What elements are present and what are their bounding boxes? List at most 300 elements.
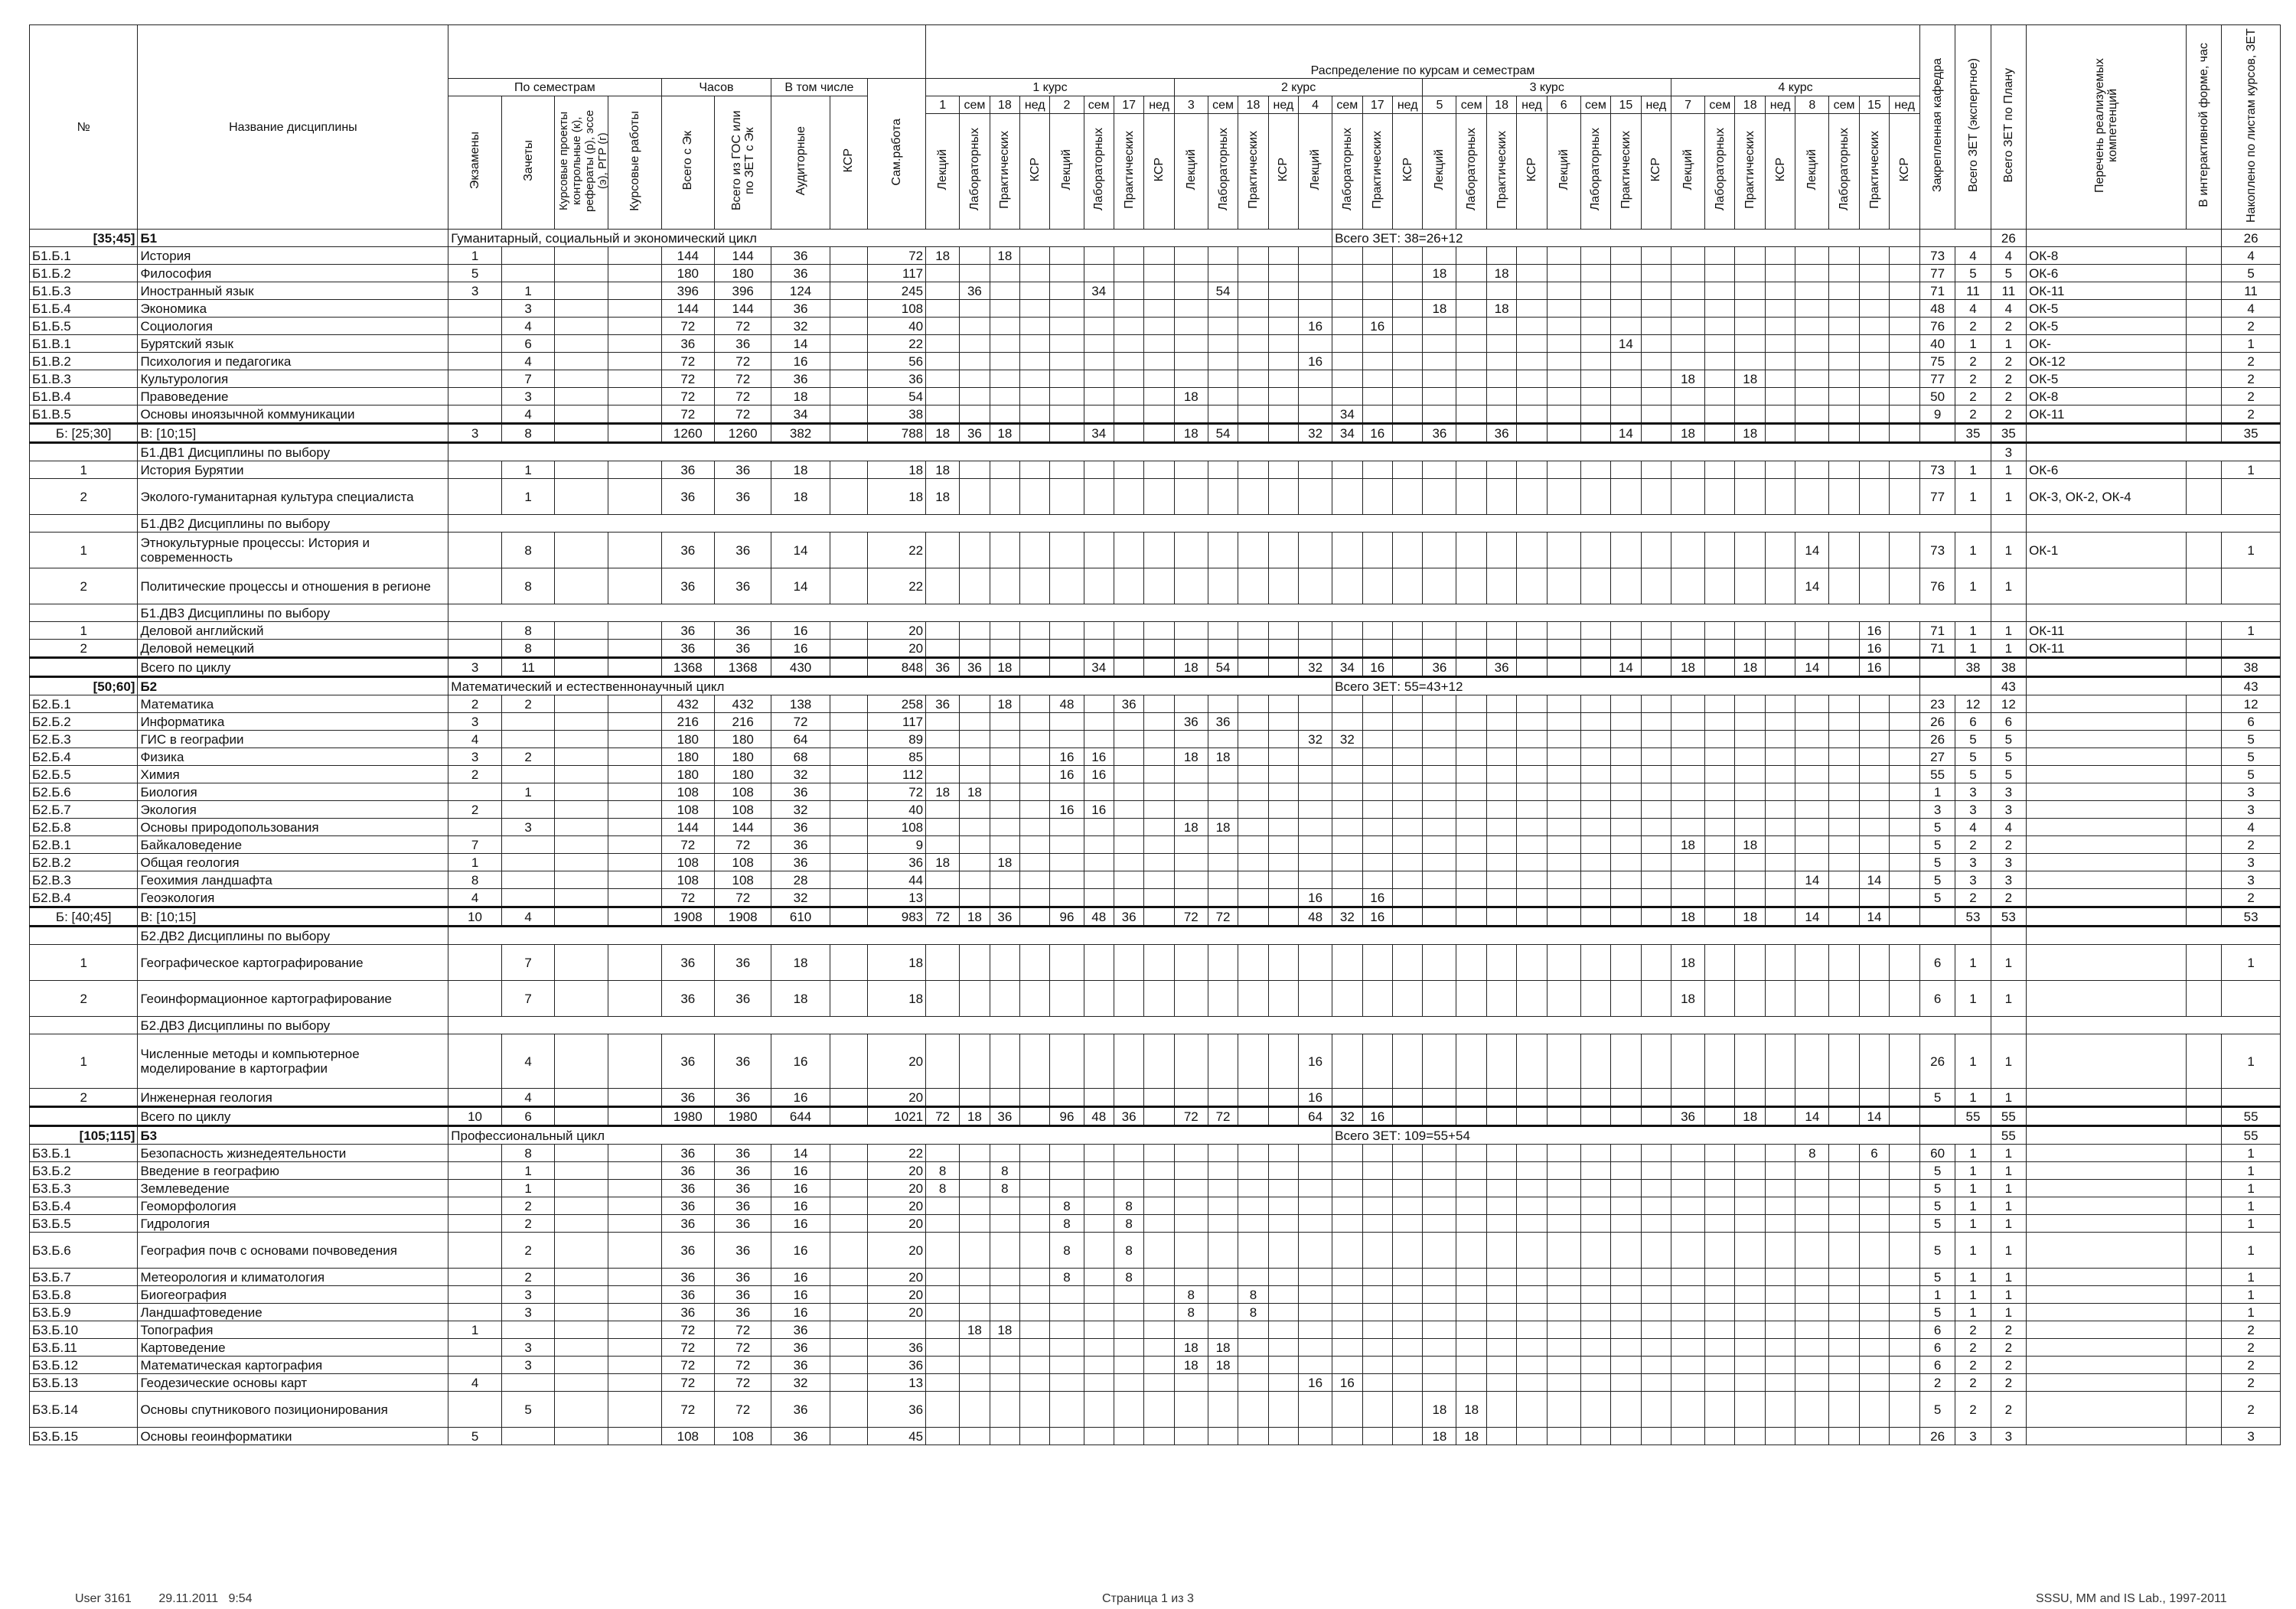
value-cell [1144, 479, 1174, 515]
value-cell: 18 [771, 981, 830, 1017]
discipline-code: Б2.Б.1 [30, 695, 138, 713]
discipline-code: 1 [30, 945, 138, 981]
value-cell [1641, 461, 1671, 479]
value-cell [1735, 1269, 1765, 1286]
value-cell [2186, 713, 2221, 731]
value-cell [1735, 1215, 1765, 1233]
header-competencies-label: Перечень реализуемых компетенций [2092, 57, 2119, 193]
value-cell: 18 [990, 247, 1019, 265]
value-cell [1611, 1321, 1641, 1339]
value-cell [1050, 479, 1084, 515]
table-row [30, 1269, 2281, 1286]
value-cell [1423, 247, 1456, 265]
value-cell [1144, 1233, 1174, 1269]
value-cell [1859, 424, 1889, 443]
value-cell: 2 [501, 1233, 555, 1269]
value-cell [1114, 1162, 1143, 1180]
value-cell [1486, 1269, 1516, 1286]
value-cell: 55 [1919, 766, 1955, 783]
value-cell: 14 [1795, 658, 1829, 677]
value-cell [1705, 1145, 1735, 1162]
header-name: Название дисциплины [138, 25, 448, 230]
value-cell [1423, 1233, 1456, 1269]
value-cell: 36 [990, 1107, 1019, 1126]
value-cell [1392, 1392, 1422, 1428]
value-cell [1486, 622, 1516, 640]
value-cell [1859, 981, 1889, 1017]
value-cell [2186, 1339, 2221, 1357]
table-row [30, 1233, 2281, 1269]
value-cell [1392, 282, 1422, 300]
value-cell [1517, 1269, 1547, 1286]
value-cell [1299, 1233, 1332, 1269]
value-cell [830, 640, 867, 658]
value-cell [1299, 568, 1332, 604]
value-cell: 180 [715, 265, 771, 282]
table-row [30, 801, 2281, 819]
value-cell [1795, 1339, 1829, 1357]
value-cell [1890, 1374, 1920, 1392]
discipline-name: Химия [138, 766, 448, 783]
value-cell [1517, 388, 1547, 406]
value-cell: 16 [771, 1197, 830, 1215]
value-cell: 36 [771, 819, 830, 836]
value-cell: 34 [1084, 282, 1114, 300]
discipline-code: 2 [30, 981, 138, 1017]
value-cell [1547, 1233, 1580, 1269]
value-cell [1705, 695, 1735, 713]
value-cell [1362, 533, 1392, 568]
competency-list: ОК-11 [2027, 406, 2187, 424]
value-cell [1020, 533, 1050, 568]
value-cell [1084, 533, 1114, 568]
value-cell: 20 [867, 1269, 926, 1286]
value-cell: 7 [448, 836, 502, 854]
value-cell: 36 [1486, 424, 1516, 443]
value-cell [2186, 1286, 2221, 1304]
value-cell [1114, 945, 1143, 981]
value-cell: 32 [771, 1374, 830, 1392]
value-cell [1144, 945, 1174, 981]
value-cell [926, 640, 960, 658]
value-cell [830, 889, 867, 907]
value-cell [1890, 1180, 1920, 1197]
value-cell [960, 479, 990, 515]
value-cell [1486, 731, 1516, 748]
value-cell [1671, 1180, 1705, 1197]
value-cell [830, 1180, 867, 1197]
value-cell [1174, 353, 1208, 370]
value-cell [1268, 1089, 1298, 1107]
elective-plan [1991, 515, 2026, 533]
value-cell [1829, 622, 1859, 640]
value-cell [1890, 1428, 1920, 1445]
value-cell [1829, 1215, 1859, 1233]
value-cell [1238, 1233, 1268, 1269]
value-cell [1486, 871, 1516, 889]
value-cell [1050, 871, 1084, 889]
value-cell: 1 [2222, 622, 2281, 640]
discipline-name: Ландшафтоведение [138, 1304, 448, 1321]
value-cell [990, 1089, 1019, 1107]
value-cell [1859, 695, 1889, 713]
value-cell: 16 [771, 640, 830, 658]
value-cell: 4 [2222, 247, 2281, 265]
value-cell [555, 1145, 608, 1162]
value-cell [1735, 871, 1765, 889]
table-row [30, 1357, 2281, 1374]
value-cell [830, 854, 867, 871]
value-cell [555, 406, 608, 424]
value-cell [1547, 766, 1580, 783]
value-cell [1735, 854, 1765, 871]
value-cell [1611, 1162, 1641, 1180]
value-cell [1859, 1215, 1889, 1233]
value-cell: 38 [867, 406, 926, 424]
value-cell [1547, 801, 1580, 819]
value-cell [501, 1428, 555, 1445]
value-cell [1547, 1392, 1580, 1428]
value-cell [1299, 335, 1332, 353]
discipline-name: Метеорология и климатология [138, 1269, 448, 1286]
value-cell: 26 [1919, 713, 1955, 731]
value-cell [1144, 1145, 1174, 1162]
competency-list: ОК-5 [2027, 318, 2187, 335]
discipline-code: Б3.Б.2 [30, 1162, 138, 1180]
value-cell [1144, 801, 1174, 819]
header-ksr-sem [1765, 114, 1795, 230]
value-cell: 16 [1084, 766, 1114, 783]
value-cell [1517, 871, 1547, 889]
value-cell [1547, 265, 1580, 282]
value-cell [1580, 1428, 1610, 1445]
value-cell [1456, 1197, 1486, 1215]
value-cell [1299, 783, 1332, 801]
value-cell [1456, 353, 1486, 370]
value-cell [830, 1392, 867, 1428]
value-cell [1332, 1286, 1362, 1304]
value-cell [926, 766, 960, 783]
value-cell [1890, 1357, 1920, 1374]
value-cell [1517, 658, 1547, 677]
value-cell [1580, 1197, 1610, 1215]
value-cell: 18 [1671, 907, 1705, 927]
value-cell: 77 [1919, 370, 1955, 388]
value-cell [1114, 1180, 1143, 1197]
empty-cell [448, 604, 1991, 622]
value-cell [608, 388, 661, 406]
value-cell: 5 [2222, 766, 2281, 783]
value-cell [1299, 1197, 1332, 1215]
discipline-name: Эколого-гуманитарная культура специалиста [138, 479, 448, 515]
value-cell [1829, 854, 1859, 871]
value-cell: 72 [715, 1339, 771, 1357]
value-cell [1114, 1357, 1143, 1374]
value-cell: 36 [771, 1339, 830, 1357]
discipline-name: Всего по циклу [138, 1107, 448, 1126]
value-cell [608, 889, 661, 907]
value-cell [1829, 282, 1859, 300]
value-cell [555, 282, 608, 300]
value-cell: 3 [448, 424, 502, 443]
value-cell: 8 [1114, 1269, 1143, 1286]
value-cell [1829, 801, 1859, 819]
value-cell: 2 [448, 766, 502, 783]
table-row [30, 945, 2281, 981]
value-cell [1299, 801, 1332, 819]
value-cell [1486, 479, 1516, 515]
value-cell [555, 1233, 608, 1269]
value-cell [1829, 1269, 1859, 1286]
value-cell [1050, 335, 1084, 353]
value-cell [1268, 335, 1298, 353]
discipline-name: Землеведение [138, 1180, 448, 1197]
value-cell [2186, 1215, 2221, 1233]
value-cell: 16 [1299, 1374, 1332, 1392]
value-cell [1114, 424, 1143, 443]
value-cell: 18 [960, 783, 990, 801]
value-cell: 1908 [715, 907, 771, 927]
value-cell [926, 889, 960, 907]
value-cell [1423, 1107, 1456, 1126]
value-cell [1486, 819, 1516, 836]
discipline-code: Б3.Б.5 [30, 1215, 138, 1233]
value-cell [926, 871, 960, 889]
value-cell [1671, 533, 1705, 568]
header-lectures-label: Лекций [1184, 148, 1198, 191]
empty-cell [1919, 677, 1991, 695]
value-cell [1486, 889, 1516, 907]
value-cell [1705, 1321, 1735, 1339]
value-cell [1735, 622, 1765, 640]
value-cell [1547, 640, 1580, 658]
discipline-name: Биогеография [138, 1286, 448, 1304]
value-cell [1238, 889, 1268, 907]
value-cell: 36 [771, 1357, 830, 1374]
value-cell: 3 [1991, 801, 2026, 819]
value-cell [2186, 1357, 2221, 1374]
value-cell [1050, 783, 1084, 801]
value-cell [1392, 1034, 1422, 1089]
competency-list [2027, 819, 2187, 836]
value-cell: 36 [715, 1197, 771, 1215]
value-cell [926, 353, 960, 370]
discipline-code: Б2.В.1 [30, 836, 138, 854]
value-cell [1547, 622, 1580, 640]
value-cell [990, 836, 1019, 854]
value-cell [1144, 1180, 1174, 1197]
value-cell: 36 [1423, 424, 1456, 443]
value-cell: 32 [771, 801, 830, 819]
value-cell: 2 [2222, 1392, 2281, 1428]
value-cell [1332, 282, 1362, 300]
value-cell [960, 247, 990, 265]
value-cell: 610 [771, 907, 830, 927]
value-cell: 3 [1955, 801, 1991, 819]
value-cell: 4 [501, 406, 555, 424]
competency-list: ОК-6 [2027, 461, 2187, 479]
value-cell [1423, 1089, 1456, 1107]
value-cell [1547, 1180, 1580, 1197]
header-labs-label: Лабораторных [1465, 128, 1479, 211]
table-row [30, 461, 2281, 479]
value-cell: 36 [661, 1180, 715, 1197]
value-cell: 18 [990, 1321, 1019, 1339]
value-cell [1859, 1357, 1889, 1374]
value-cell: 34 [1332, 406, 1362, 424]
value-cell [1765, 1321, 1795, 1339]
value-cell [1765, 854, 1795, 871]
section-code: Б2 [138, 677, 448, 695]
header-ksr-sem [1890, 114, 1920, 230]
value-cell [1486, 568, 1516, 604]
value-cell [1174, 695, 1208, 713]
header-accumulated-label: Накоплено по листам курсов, ЗЕТ [2244, 28, 2258, 223]
value-cell: 32 [1332, 1107, 1362, 1126]
value-cell: 5 [1955, 265, 1991, 282]
header-labs-label: Лабораторных [1713, 128, 1727, 211]
value-cell: 72 [661, 1374, 715, 1392]
value-cell: 1 [1991, 1286, 2026, 1304]
value-cell: 2 [1991, 1374, 2026, 1392]
header-coursework [608, 96, 661, 230]
value-cell: 72 [661, 370, 715, 388]
value-cell [1795, 783, 1829, 801]
value-cell [448, 1162, 502, 1180]
discipline-code: Б3.Б.13 [30, 1374, 138, 1392]
value-cell: 72 [715, 406, 771, 424]
value-cell [555, 353, 608, 370]
competency-list [2027, 945, 2187, 981]
value-cell [1084, 1162, 1114, 1180]
value-cell [1765, 1034, 1795, 1089]
value-cell: 2 [1955, 1321, 1991, 1339]
value-cell [1268, 388, 1298, 406]
value-cell: 16 [771, 1162, 830, 1180]
value-cell [1084, 568, 1114, 604]
value-cell [1890, 907, 1920, 927]
empty-cell [30, 927, 138, 945]
value-cell: 216 [715, 713, 771, 731]
value-cell [1735, 945, 1765, 981]
value-cell [1208, 889, 1238, 907]
value-cell [1423, 1321, 1456, 1339]
value-cell [2186, 282, 2221, 300]
value-cell [1859, 282, 1889, 300]
value-cell: 1 [2222, 461, 2281, 479]
value-cell [1392, 981, 1422, 1017]
value-cell [1174, 622, 1208, 640]
value-cell [1547, 1089, 1580, 1107]
value-cell [608, 1145, 661, 1162]
value-cell [1299, 1145, 1332, 1162]
value-cell: 4 [448, 889, 502, 907]
value-cell [1392, 370, 1422, 388]
value-cell [1641, 353, 1671, 370]
value-cell [1332, 622, 1362, 640]
value-cell [990, 265, 1019, 282]
discipline-name: Геоинформационное картографирование [138, 981, 448, 1017]
header-credits [501, 96, 555, 230]
value-cell [830, 731, 867, 748]
value-cell [830, 247, 867, 265]
value-cell [555, 1197, 608, 1215]
value-cell: 36 [715, 479, 771, 515]
value-cell: 20 [867, 1215, 926, 1233]
value-cell: 18 [1735, 836, 1765, 854]
value-cell: 396 [715, 282, 771, 300]
value-cell [1671, 1392, 1705, 1428]
value-cell [1765, 695, 1795, 713]
value-cell: 16 [771, 1269, 830, 1286]
value-cell [1580, 1162, 1610, 1180]
value-cell [1580, 533, 1610, 568]
value-cell [1299, 945, 1332, 981]
table-row [30, 766, 2281, 783]
value-cell [1890, 1162, 1920, 1180]
value-cell [608, 907, 661, 927]
header-sem-word: сем [1208, 96, 1238, 114]
table-row [30, 658, 2281, 677]
value-cell: 18 [1671, 981, 1705, 1017]
discipline-name: Информатика [138, 713, 448, 731]
value-cell [1735, 265, 1765, 282]
value-cell [1392, 1197, 1422, 1215]
value-cell: 8 [1050, 1233, 1084, 1269]
value-cell [1829, 1162, 1859, 1180]
value-cell: 1 [1955, 533, 1991, 568]
footer-page-number: Страница 1 из 3 [1102, 1592, 1194, 1605]
value-cell [1332, 748, 1362, 766]
value-cell [608, 1180, 661, 1197]
value-cell [1671, 1089, 1705, 1107]
value-cell [1114, 748, 1143, 766]
value-cell [960, 1392, 990, 1428]
discipline-name: География почв с основами почвоведения [138, 1233, 448, 1269]
value-cell [1611, 1089, 1641, 1107]
value-cell: 382 [771, 424, 830, 443]
value-cell [1268, 318, 1298, 335]
value-cell: 2 [1991, 889, 2026, 907]
value-cell: 85 [867, 748, 926, 766]
value-cell [1238, 568, 1268, 604]
section-accumulated: 43 [2222, 677, 2281, 695]
value-cell [2186, 388, 2221, 406]
value-cell: 18 [1456, 1392, 1486, 1428]
table-row [30, 1034, 2281, 1089]
value-cell [960, 801, 990, 819]
value-cell [1020, 854, 1050, 871]
value-cell [1765, 889, 1795, 907]
table-row [30, 819, 2281, 836]
value-cell: 108 [661, 854, 715, 871]
value-cell [448, 406, 502, 424]
value-cell: 36 [771, 783, 830, 801]
value-cell: 18 [1735, 907, 1765, 927]
value-cell [1705, 731, 1735, 748]
value-cell [1362, 247, 1392, 265]
value-cell [1890, 945, 1920, 981]
value-cell: 2 [2222, 388, 2281, 406]
value-cell [1580, 731, 1610, 748]
value-cell: 36 [715, 945, 771, 981]
value-cell [1392, 1145, 1422, 1162]
value-cell [990, 871, 1019, 889]
value-cell [1392, 819, 1422, 836]
value-cell [1890, 265, 1920, 282]
value-cell [1547, 1428, 1580, 1445]
value-cell [1859, 1269, 1889, 1286]
